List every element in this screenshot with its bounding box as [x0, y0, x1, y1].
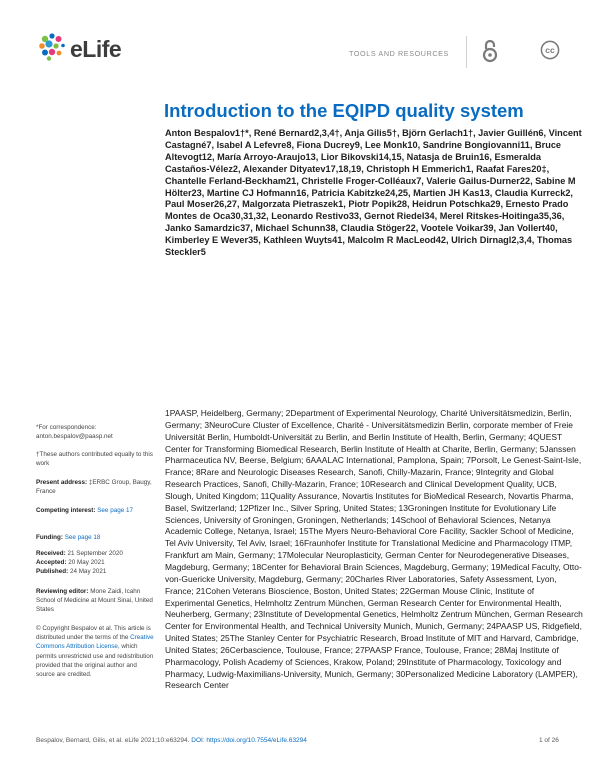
reviewing-editor-value: Mone Zaidi, Icahn School of Medicine at Mount Sinai, United States	[36, 588, 153, 614]
present-address-label: Present address:	[36, 479, 88, 486]
contrib-note: †These authors contributed equally to this work	[36, 451, 153, 468]
present-address-value: ‡ERBC Group, Baugy, France	[36, 479, 152, 496]
svg-text:cc: cc	[545, 45, 555, 56]
dates-block	[36, 549, 156, 577]
reviewing-editor-label: Reviewing editor:	[36, 588, 89, 595]
reviewing-editor	[36, 587, 156, 615]
correspondence-label: *For correspondence:	[36, 424, 97, 431]
section-label: TOOLS AND RESOURCES	[349, 49, 449, 58]
accepted-label: Accepted:	[36, 559, 67, 567]
accepted-value: 20 May 2021	[68, 559, 105, 567]
copyright-block	[36, 624, 156, 679]
header-divider	[466, 36, 467, 68]
copyright-text-1: This article is distributed under the terms of the	[36, 625, 151, 642]
copyright-prefix: © Copyright Bespalov et al.	[36, 625, 113, 632]
copyright-text-2: which permits unrestricted use and redistribution provided that the original author and source are credited.	[36, 643, 154, 679]
funding	[36, 533, 156, 542]
author-list	[165, 128, 585, 259]
accepted-date	[36, 558, 156, 567]
article-title: Introduction to the EQIPD quality system	[164, 100, 524, 121]
correspondence-email[interactable]: anton.bespalov@paasp.net	[36, 433, 113, 441]
received-label: Received:	[36, 550, 66, 557]
competing-interest	[36, 506, 156, 515]
published-date	[36, 567, 156, 576]
cc-license-link[interactable]: Creative Commons Attribution License,	[36, 634, 154, 651]
author-list-text: Anton Bespalov1†*, René Bernard2,3,4†, Anja Gilis5†, Björn Gerlach1†, Javier Guillén6, Vincent Castagné7, Isabel A Lefevre8, Fiona Ducrey9, Lee Monk10, Sandrine Bongiovanni11, Bruce Altevogt12, María Arroyo-Araujo13, Lior Bikovski14,15, Natasja de Bruin16, Esmeralda Castaños-Vélez2, Alexander Dityatev17,18,19, Christoph H Emmerich1, Raafat Fares20‡, Chantelle Ferland-Beckham21, Christelle Froger-Colléaux7, Valerie Gailus-Durner22, Sabine M Hölter23, Martine CJ Hofmann16, Patricia Kabitzke24,25, Martien JH Kas13, Claudia Kurreck2, Paul Moser26,27, Malgorzata Pietraszek1, Piotr Popik28, Heidrun Potschka29, Ernesto Prado Montes de Oca30,31,32, Leonardo Restivo33, Gernot Riedel34, Merel Ritskes-Hoitinga35,36, Janko Samardzic37, Michael Schunn38, Claudia Stöger22, Vootele Voikar39, Jan Vollert40, Kimberley E Wever35, Kathleen Wuyts41, Malcolm R MacLeod42, Ulrich Dirnagl2,3,4, Thomas Steckler5	[165, 128, 582, 258]
funding-label: Funding:	[36, 534, 63, 541]
elife-logo-mark-icon	[36, 30, 70, 64]
affiliations-text: 1PAASP, Heidelberg, Germany; 2Department of Experimental Neurology, Charité Universitätsmedizin, Berlin, Germany; 3NeuroCure Cluster of Excellence, Charité - Universitätsmedizin Berlin, corporate member of Freie Universität Berlin, Humboldt-Universität zu Berlin, and Berlin Institute of Health, Berlin, Germany; 4QUEST Center for Transforming Biomedical Research, Berlin Institute of Health at Charite, Berlin, Germany; 5Janssen Pharmaceutica NV, Beerse, Belgium; 6AAALAC International, Pamplona, Spain; 7Porsolt, Le Genest-Saint-Isle, France; 8Rare and Neurologic Diseases Research, Sanofi, Chilly-Mazarin, France; 9Integrity and Global Research Practices, Sanofi, Chilly-Mazarin, France; 10Research and Clinical Development Quality, UCB, Slough, United Kingdom; 11Quality Assurance, Novartis Institutes for BioMedical Research, Novartis Pharma, Basel, Switzerland; 12Pfizer Inc., Silver Spring, United States; 13Groningen Institute for Evolutionary Life Sciences, University of Groningen, Groningen, Netherlands; 14School of Behavioral Sciences, Netanya Academic College, Netanya, Israel; 15The Myers Neuro-Behavioral Core Facility, Sackler School of Medicine, Tel Aviv University, Tel Aviv, Israel; 16Fraunhofer Institute for Translational Medicine and Pharmacology ITMP, Frankfurt am Main, Germany; 17Molecular Neuroplasticity, German Center for Neurodegenerative Diseases, Magdeburg, Germany; 18Center for Behavioral Brain Sciences, Magdeburg, Germany; 19Medical Faculty, Otto-von-Guericke University, Magdeburg, Germany; 20Charles River Laboratories, Safety Assessment, Lyon, France; 21Cohen Veterans Bioscience, Boston, United States; 22German Mouse Clinic, Institute of Experimental Genetics, Helmholtz Zentrum München, German Research Center for Environmental Health, Neuherberg, Germany; 23Institute of Developmental Genetics, Helmholtz Zentrum München, German Research Center for Environmental Health, and Technical University Munich, Munich, Germany; 24PAASP US, Ridgefield, United States; 25The Stanley Center for Psychiatric Research, Broad Institute of MIT and Harvard, Cambridge, United States; 26Cerbascience, Toulouse, France; 27PAASP France, Toulouse, France; 28Maj Institute of Pharmacology, Polish Academy of Sciences, Krakow, Poland; 29Institute of Pharmacology, Toxicology and Pharmacy, Ludwig-Maximilians-University, Munich, Germany; 30Personalized Medicine Laboratory (LAMPER), Research Center	[165, 408, 583, 691]
present-address	[36, 478, 156, 496]
footer-citation-text: Bespalov, Bernard, Gilis, et al. eLife 2021;10:e63294.	[36, 737, 190, 744]
published-label: Published:	[36, 568, 69, 576]
affiliations	[165, 408, 585, 692]
correspondence-block	[36, 423, 156, 441]
funding-link[interactable]: See page 18	[64, 534, 101, 541]
footer-citation	[36, 737, 307, 744]
received-value: 21 September 2020	[67, 550, 123, 557]
footer-doi-link[interactable]: DOI: https://doi.org/10.7554/eLife.63294	[191, 737, 307, 744]
page-number: 1 of 26	[539, 737, 559, 744]
received-date	[36, 549, 156, 558]
competing-interest-label: Competing interest:	[36, 507, 96, 514]
open-access-icon	[480, 38, 500, 64]
elife-logo-text[interactable]: eLife	[70, 36, 122, 62]
published-value: 24 May 2021	[69, 568, 107, 576]
competing-interest-link[interactable]: See page 17	[97, 507, 133, 514]
creative-commons-icon	[540, 40, 560, 60]
